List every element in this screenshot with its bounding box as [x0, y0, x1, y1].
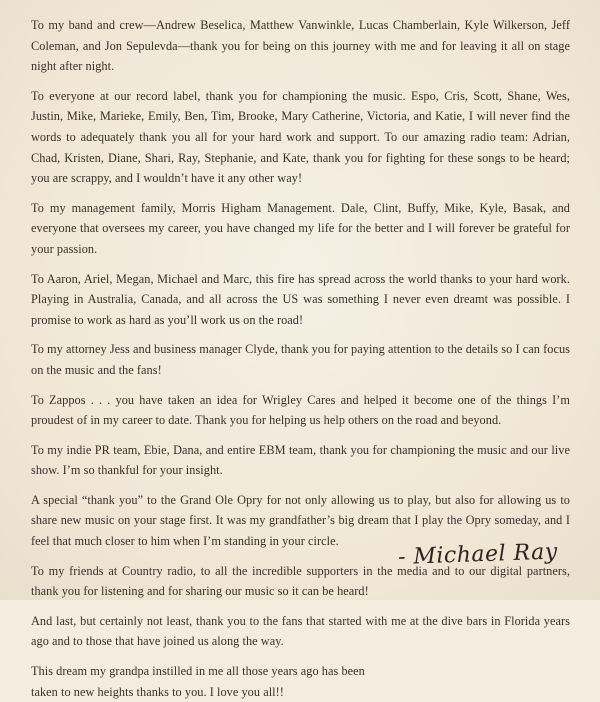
paragraph-booking-team: To Aaron, Ariel, Megan, Michael and Marc, this fire has spread across the world thanks to your hard work. Playing in Australia, Canada, and all across the US was something I never even dreamt was possible. I promise to work as hard as you’ll work us on the road! [31, 271, 570, 327]
paragraph-fans: And last, but certainly not least, thank you to the fans that started with me at the dive bars in Florida years ago and to those that have joined us along the way. [31, 613, 570, 649]
paragraph-closing: This dream my grandpa instilled in me all those years ago has been taken to new heights thanks to you. I love you all!! [31, 664, 365, 699]
paragraph-record-label: To everyone at our record label, thank you for championing the music. Espo, Cris, Scott, Shane, Wes, Justin, Mike, Marieke, Emily, Ben, Tim, Brooke, Mary Catherine, Victoria, and Katie, I will never find the words to adequately thank you all for your hard work and support. To our amazing radio team: Adrian, Chad, Kristen, Diane, Shari, Ray, Stephanie, and Kate, thank you for fighting for these songs to be heard; you are scrappy, and I wouldn’t have it any other way! [31, 88, 570, 186]
paragraph-zappos: To Zappos . . . you have taken an idea for Wrigley Cares and helped it become one of the things I’m proudest of in my career to date. Thank you for helping us help others on the road and beyond. [31, 392, 570, 428]
paragraph-grand-ole-opry: A special “thank you” to the Grand Ole Opry for not only allowing us to play, but also for allowing us to share new music on your stage first. It was my grandfather’s big dream that I play the Opry someday, and I feel that much closer to him when I’m standing in your circle. [31, 492, 570, 549]
paragraph-attorney: To my attorney Jess and business manager Clyde, thank you for paying attention to the details so I can focus on the music and the fans! [31, 342, 570, 377]
signature: - Michael Ray [397, 539, 559, 570]
paragraph-country-radio: To my friends at Country radio, to all the incredible supporters in the media and to our digital partners, thank you for listening and for sharing our music so it can be heard! [31, 563, 570, 599]
paragraph-management: To my management family, Morris Higham Management. Dale, Clint, Buffy, Mike, Kyle, Basak, and everyone that oversees my career, you have changed my life for the better and I will forever be grateful for your passion. [31, 200, 570, 256]
paragraph-band-crew: To my band and crew—Andrew Beselica, Matthew Vanwinkle, Lucas Chamberlain, Kyle Wilkerson, Jeff Coleman, and Jon Sepulevda—thank you for being on this journey with me and for leaving it all on stage night after night. [31, 18, 570, 74]
paragraph-pr-team: To my indie PR team, Ebie, Dana, and entire EBM team, thank you for championing the music and our live show. I’m so thankful for your insight. [31, 442, 570, 478]
